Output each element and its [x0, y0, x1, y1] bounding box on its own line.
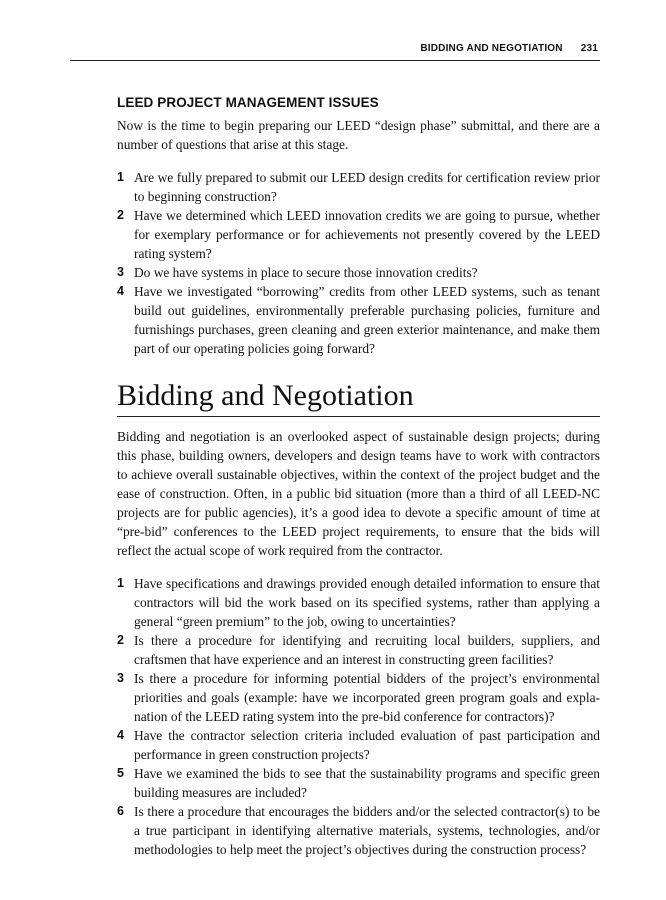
item-number: 3 [117, 671, 124, 685]
running-head [70, 43, 598, 54]
item-number: 5 [117, 766, 124, 780]
item-text: Is there a procedure that encourages the bidders and/or the selected contractor(s) to be a true participant in identifying alternative materials, systems, technologies, and/or methodologies to help meet the project’s objectives during the construction process? [134, 804, 600, 857]
item-text: Is there a procedure for identifying and recruiting local builders, suppliers, and craftsmen that have experience and an interest in constructing green facilities? [134, 633, 600, 667]
list-item [117, 631, 600, 669]
item-text: Have specifications and drawings provided enough detailed information to ensure that contractors will bid the work based on its specified systems, rather than applying a general “green premium” to the job, owing to uncertainties? [134, 576, 600, 629]
list-item [117, 726, 600, 764]
item-text: Is there a procedure for informing potential bidders of the project’s environmental priorities and goals (example: have we incorporated green program goals and explanation of the LEED rating system into the pre-bid conference for contractors)? [134, 671, 600, 724]
bidding-intro-paragraph: Bidding and negotiation is an overlooked aspect of sustainable design projects; during this phase, building owners, developers and design teams have to work with contractors to achieve overall sustainable objectives, within the context of the project budget and the ease of construction. Often, in a public bid situation (more than a third of all LEED-NC projects are for public agencies), it’s a good idea to devote a specific amount of time at “pre-bid” conferences to the LEED project requirements, to ensure that the bids will reflect the actual scope of work required from the contractor. [117, 429, 600, 558]
item-number: 6 [117, 804, 124, 818]
list-item [117, 206, 600, 263]
bidding-section-heading: Bidding and Negotiation [117, 378, 600, 417]
item-text: Are we fully prepared to submit our LEED design credits for certification review prior to beginning construction? [134, 170, 600, 204]
leed-section-heading: LEED PROJECT MANAGEMENT ISSUES [117, 95, 379, 110]
item-number: 4 [117, 728, 124, 742]
item-text: Have we determined which LEED innovation credits we are going to pursue, whether for exemplary performance or for achievements not presently covered by the LEED rating system? [134, 208, 600, 261]
list-item [117, 669, 600, 726]
item-text: Have we examined the bids to see that the sustainability programs and specific green building measures are included? [134, 766, 600, 800]
list-item [117, 263, 600, 282]
item-number: 3 [117, 265, 124, 279]
running-title: BIDDING AND NEGOTIATION [420, 43, 563, 54]
leed-intro-paragraph: Now is the time to begin preparing our LEED “design phase” submittal, and there are a number of questions that arise at this stage. [117, 118, 600, 152]
item-number: 2 [117, 633, 124, 647]
item-number: 1 [117, 576, 124, 590]
list-item [117, 764, 600, 802]
item-number: 1 [117, 170, 124, 184]
header-rule [70, 60, 600, 61]
list-item [117, 282, 600, 358]
page-number: 231 [580, 43, 598, 54]
list-item [117, 168, 600, 206]
bidding-question-list [117, 574, 600, 859]
item-number: 2 [117, 208, 124, 222]
leed-question-list [117, 168, 600, 358]
page-content [117, 95, 600, 859]
item-text: Do we have systems in place to secure those innovation credits? [134, 265, 478, 280]
item-text: Have the contractor selection criteria included evaluation of past participation and performance in green construction projects? [134, 728, 600, 762]
list-item [117, 574, 600, 631]
list-item [117, 802, 600, 859]
item-text: Have we investigated “borrowing” credits from other LEED systems, such as tenant build out guidelines, environmentally preferable purchasing policies, furniture and furnishings purchases, green cleaning and green exterior maintenance, and make them part of our operating policies going forward? [134, 284, 600, 356]
item-number: 4 [117, 284, 124, 298]
